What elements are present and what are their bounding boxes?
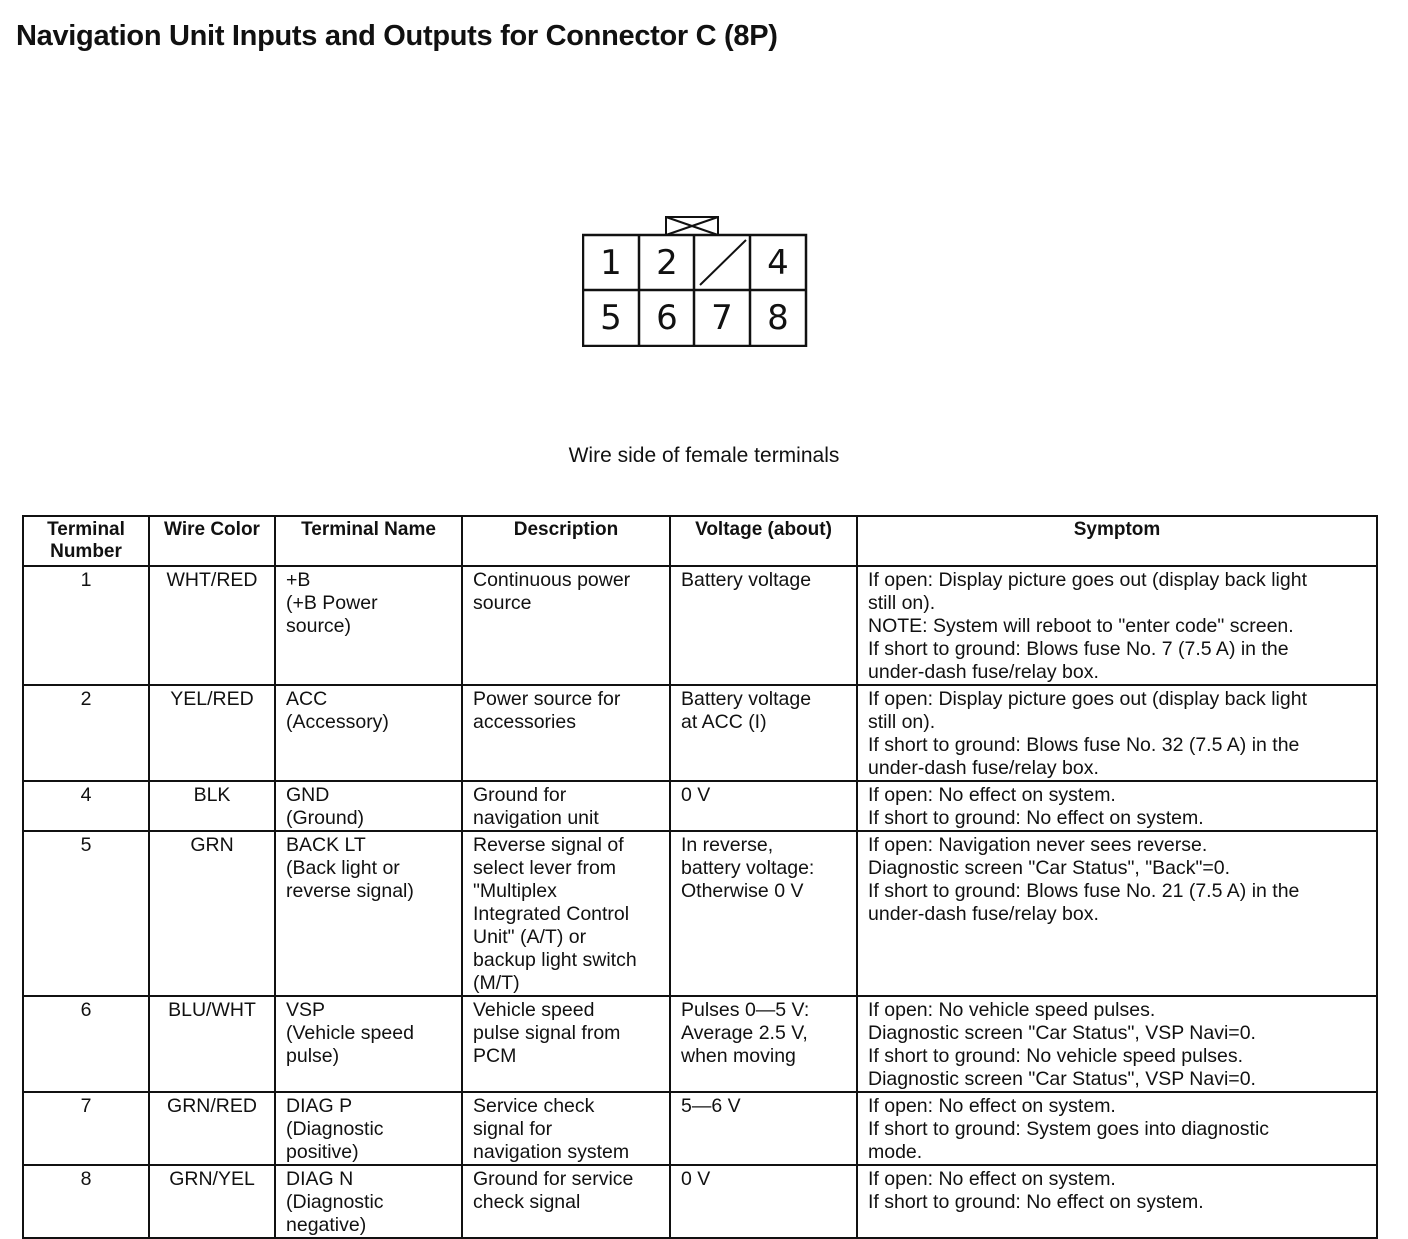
header-terminal-number-line: Number	[50, 541, 122, 562]
symptom-cell-line: If open: Display picture goes out (display back light	[868, 569, 1307, 591]
voltage-cell-line: Pulses 0—5 V:	[681, 999, 810, 1021]
terminal-name-cell-line: (Accessory)	[286, 711, 389, 733]
voltage-cell-line: Battery voltage	[681, 569, 812, 591]
table-row	[23, 1165, 1377, 1238]
symptom-cell-line: If open: No effect on system.	[868, 1095, 1116, 1117]
terminal-name-cell-line: (Ground)	[286, 807, 365, 829]
header-terminal-name: Terminal Name	[275, 516, 462, 566]
symptom-cell	[857, 1092, 1377, 1165]
page-title: Navigation Unit Inputs and Outputs for Connector C (8P)	[16, 20, 778, 52]
wire-color-cell: WHT/RED	[149, 566, 275, 685]
table-row	[23, 1092, 1377, 1165]
terminal-name-cell-line: (+B Power	[286, 592, 378, 614]
voltage-cell	[670, 1165, 857, 1238]
description-cell	[462, 781, 670, 831]
symptom-cell-line: under-dash fuse/relay box.	[868, 903, 1099, 925]
description-cell-line: Service check	[473, 1095, 595, 1117]
symptom-cell-line: If short to ground: No vehicle speed pulses.	[868, 1045, 1244, 1067]
description-cell	[462, 1165, 670, 1238]
voltage-cell-line: Battery voltage	[681, 688, 812, 710]
terminal-number-cell: 2	[23, 685, 149, 781]
terminal-name-cell-line: positive)	[286, 1141, 359, 1163]
symptom-cell-line: still on).	[868, 711, 936, 733]
voltage-cell-line: In reverse,	[681, 834, 774, 856]
connector-diagram	[582, 215, 808, 347]
wire-color-cell: BLK	[149, 781, 275, 831]
symptom-cell-line: Diagnostic screen "Car Status", VSP Navi=0.	[868, 1068, 1256, 1090]
description-cell-line: source	[473, 592, 532, 614]
wire-color-cell: GRN	[149, 831, 275, 996]
description-cell-line: check signal	[473, 1191, 581, 1213]
voltage-cell	[670, 1092, 857, 1165]
symptom-cell-line: If short to ground: No effect on system.	[868, 1191, 1204, 1213]
cavity-5-label: 5	[600, 298, 622, 338]
voltage-cell-line: at ACC (I)	[681, 711, 767, 733]
symptom-cell-line: still on).	[868, 592, 936, 614]
cavity-6-label: 6	[656, 298, 678, 338]
description-cell-line: accessories	[473, 711, 576, 733]
voltage-cell-line: battery voltage:	[681, 857, 815, 879]
terminal-name-cell	[275, 1092, 462, 1165]
description-cell-line: navigation system	[473, 1141, 630, 1163]
description-cell-line: Ground for	[473, 784, 567, 806]
symptom-cell	[857, 685, 1377, 781]
description-cell-line: Unit" (A/T) or	[473, 926, 587, 948]
voltage-cell-line: 0 V	[681, 784, 711, 806]
terminal-name-cell-line: ACC	[286, 688, 328, 710]
symptom-cell-line: If open: Navigation never sees reverse.	[868, 834, 1208, 856]
terminal-number-cell: 6	[23, 996, 149, 1092]
table-row	[23, 685, 1377, 781]
terminal-number-cell: 7	[23, 1092, 149, 1165]
terminal-name-cell-line: (Vehicle speed	[286, 1022, 414, 1044]
header-symptom: Symptom	[857, 516, 1377, 566]
description-cell-line: Integrated Control	[473, 903, 630, 925]
voltage-cell-line: Otherwise 0 V	[681, 880, 804, 902]
voltage-cell	[670, 996, 857, 1092]
terminal-name-cell-line: VSP	[286, 999, 326, 1021]
description-cell-line: PCM	[473, 1045, 517, 1067]
terminal-name-cell	[275, 996, 462, 1092]
terminal-name-cell	[275, 781, 462, 831]
description-cell-line: Vehicle speed	[473, 999, 595, 1021]
cavity-2-label: 2	[656, 243, 678, 283]
description-cell-line: navigation unit	[473, 807, 599, 829]
symptom-cell-line: mode.	[868, 1141, 923, 1163]
cavity-7-label: 7	[711, 298, 733, 338]
description-cell	[462, 685, 670, 781]
symptom-cell-line: under-dash fuse/relay box.	[868, 757, 1099, 779]
wire-color-cell: YEL/RED	[149, 685, 275, 781]
voltage-cell	[670, 781, 857, 831]
symptom-cell	[857, 566, 1377, 685]
terminal-name-cell-line: (Diagnostic	[286, 1191, 384, 1213]
description-cell-line: Reverse signal of	[473, 834, 624, 856]
symptom-cell-line: If open: No effect on system.	[868, 784, 1116, 806]
voltage-cell-line: when moving	[681, 1045, 796, 1067]
wire-color-cell: GRN/YEL	[149, 1165, 275, 1238]
description-cell	[462, 566, 670, 685]
table-row	[23, 996, 1377, 1092]
header-terminal-number	[23, 516, 149, 566]
terminal-name-cell-line: GND	[286, 784, 330, 806]
symptom-cell-line: If short to ground: Blows fuse No. 21 (7.5 A) in the	[868, 880, 1300, 902]
io-table	[22, 515, 1378, 1239]
header-terminal-number-line: Terminal	[47, 519, 125, 540]
description-cell-line: Ground for service	[473, 1168, 634, 1190]
description-cell	[462, 831, 670, 996]
cavity-4-label: 4	[767, 243, 789, 283]
terminal-name-cell	[275, 831, 462, 996]
header-voltage: Voltage (about)	[670, 516, 857, 566]
terminal-name-cell-line: source)	[286, 615, 352, 637]
description-cell-line: Power source for	[473, 688, 621, 710]
table-header-row	[23, 516, 1377, 566]
wire-color-cell: GRN/RED	[149, 1092, 275, 1165]
terminal-name-cell-line: (Back light or	[286, 857, 400, 879]
header-description: Description	[462, 516, 670, 566]
symptom-cell	[857, 781, 1377, 831]
table-body	[23, 566, 1377, 1238]
symptom-cell-line: If open: No vehicle speed pulses.	[868, 999, 1156, 1021]
description-cell-line: "Multiplex	[473, 880, 557, 902]
description-cell-line: select lever from	[473, 857, 617, 879]
terminal-name-cell-line: negative)	[286, 1214, 367, 1236]
terminal-name-cell-line: pulse)	[286, 1045, 340, 1067]
symptom-cell	[857, 996, 1377, 1092]
voltage-cell	[670, 831, 857, 996]
symptom-cell-line: NOTE: System will reboot to "enter code" screen.	[868, 615, 1294, 637]
terminal-name-cell	[275, 1165, 462, 1238]
symptom-cell-line: If short to ground: System goes into diagnostic	[868, 1118, 1270, 1140]
symptom-cell-line: Diagnostic screen "Car Status", "Back"=0.	[868, 857, 1231, 879]
table-row	[23, 566, 1377, 685]
description-cell	[462, 1092, 670, 1165]
terminal-name-cell	[275, 566, 462, 685]
cavity-1-label: 1	[600, 243, 622, 283]
description-cell-line: backup light switch	[473, 949, 637, 971]
description-cell	[462, 996, 670, 1092]
voltage-cell	[670, 566, 857, 685]
terminal-name-cell-line: (Diagnostic	[286, 1118, 384, 1140]
terminal-name-cell-line: reverse signal)	[286, 880, 414, 902]
symptom-cell-line: If open: No effect on system.	[868, 1168, 1116, 1190]
symptom-cell-line: If open: Display picture goes out (display back light	[868, 688, 1307, 710]
symptom-cell	[857, 1165, 1377, 1238]
description-cell-line: pulse signal from	[473, 1022, 621, 1044]
voltage-cell-line: 0 V	[681, 1168, 711, 1190]
terminal-name-cell-line: BACK LT	[286, 834, 366, 856]
voltage-cell-line: Average 2.5 V,	[681, 1022, 808, 1044]
terminal-number-cell: 5	[23, 831, 149, 996]
cavity-3-unused	[694, 235, 750, 291]
symptom-cell-line: If short to ground: Blows fuse No. 32 (7.5 A) in the	[868, 734, 1300, 756]
symptom-cell-line: under-dash fuse/relay box.	[868, 661, 1099, 683]
terminal-number-cell: 8	[23, 1165, 149, 1238]
symptom-cell	[857, 831, 1377, 996]
description-cell-line: Continuous power	[473, 569, 631, 591]
header-wire-color: Wire Color	[149, 516, 275, 566]
description-cell-line: signal for	[473, 1118, 553, 1140]
cavity-8-label: 8	[767, 298, 789, 338]
voltage-cell	[670, 685, 857, 781]
table-row	[23, 781, 1377, 831]
description-cell-line: (M/T)	[473, 972, 520, 994]
wire-color-cell: BLU/WHT	[149, 996, 275, 1092]
terminal-name-cell-line: +B	[286, 569, 311, 591]
symptom-cell-line: If short to ground: Blows fuse No. 7 (7.5 A) in the	[868, 638, 1289, 660]
terminal-name-cell-line: DIAG N	[286, 1168, 354, 1190]
terminal-name-cell-line: DIAG P	[286, 1095, 353, 1117]
symptom-cell-line: If short to ground: No effect on system.	[868, 807, 1204, 829]
connector-caption: Wire side of female terminals	[568, 444, 840, 467]
table-row	[23, 831, 1377, 996]
symptom-cell-line: Diagnostic screen "Car Status", VSP Navi=0.	[868, 1022, 1256, 1044]
terminal-number-cell: 4	[23, 781, 149, 831]
terminal-name-cell	[275, 685, 462, 781]
voltage-cell-line: 5—6 V	[681, 1095, 741, 1117]
terminal-number-cell: 1	[23, 566, 149, 685]
